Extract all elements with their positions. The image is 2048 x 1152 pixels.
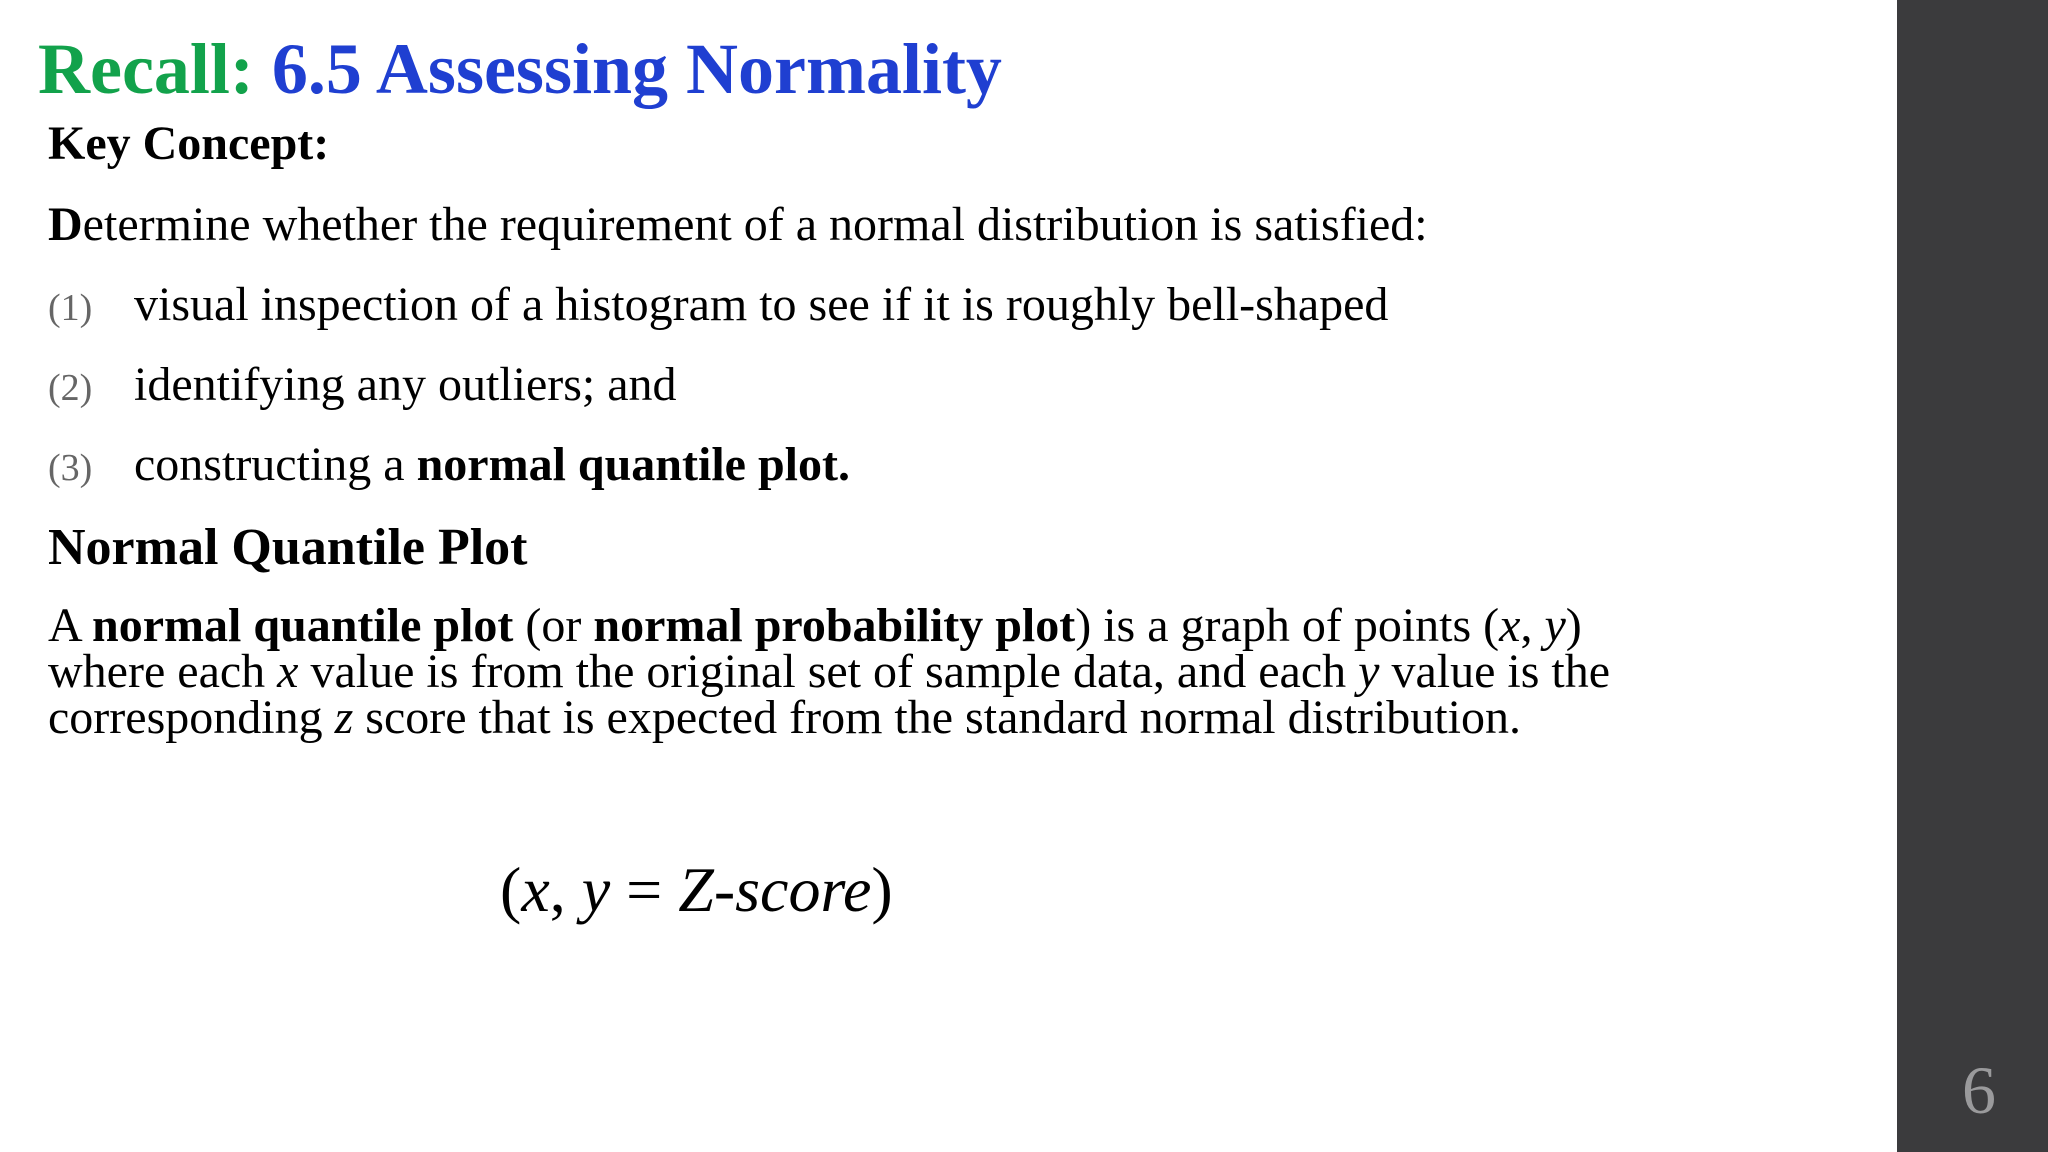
formula-paren: ) [871, 854, 893, 925]
def-var-z: z [334, 691, 354, 744]
definition-paragraph [48, 599, 1848, 744]
def-term-normal-quantile-plot: normal quantile plot [92, 599, 514, 652]
def-text: (or [513, 599, 594, 652]
def-text: ) [1565, 599, 1582, 652]
def-text: where each [48, 645, 278, 698]
key-concept-label: Key Concept: [48, 117, 330, 170]
determine-rest: etermine whether the requirement of a normal distribution is satisfied: [82, 198, 1428, 251]
formula-equals: = [610, 854, 679, 925]
formula-var-y: y [581, 854, 611, 925]
formula-var-x: x [521, 854, 550, 925]
def-term-normal-probability-plot: normal probability plot [593, 599, 1076, 652]
list-text-bold: normal quantile plot. [416, 438, 850, 491]
formula-zscore: Z-score [678, 854, 872, 925]
normal-quantile-heading: Normal Quantile Plot [48, 519, 528, 576]
list-item [48, 437, 850, 496]
def-var-x: x [277, 645, 299, 698]
def-text: value is from the original set of sample data, and each [298, 645, 1359, 698]
list-number: (3) [48, 447, 93, 489]
determine-sentence [48, 197, 1428, 253]
determine-initial: D [48, 198, 83, 251]
title-section: 6.5 Assessing Normality [271, 29, 1002, 109]
list-text: visual inspection of a histogram to see if it is roughly bell-shaped [134, 278, 1389, 331]
list-number: (1) [48, 287, 93, 329]
slide-title [38, 24, 1002, 114]
page-number: 6 [1962, 1052, 1996, 1128]
title-recall: Recall: [38, 29, 254, 109]
list-item [48, 357, 677, 416]
def-var-x: x [1499, 599, 1521, 652]
def-text: , [1520, 599, 1545, 652]
def-var-y: y [1544, 599, 1566, 652]
list-text: constructing a [134, 438, 417, 491]
formula-comma: , [549, 854, 582, 925]
formula-paren: ( [500, 854, 522, 925]
definition-line-3 [48, 691, 1848, 744]
def-text: score that is expected from the standard normal distribution. [353, 691, 1521, 744]
formula [500, 852, 893, 928]
definition-line-2 [48, 645, 1848, 698]
def-text: A [48, 599, 93, 652]
def-text: value is the [1379, 645, 1611, 698]
list-item [48, 277, 1388, 336]
list-number: (2) [48, 367, 93, 409]
def-text: ) is a graph of points ( [1075, 599, 1500, 652]
def-text: corresponding [48, 691, 335, 744]
list-text: identifying any outliers; and [134, 358, 677, 411]
slide-sidebar [1897, 0, 2048, 1152]
definition-line-1 [48, 599, 1848, 652]
def-var-y: y [1358, 645, 1380, 698]
